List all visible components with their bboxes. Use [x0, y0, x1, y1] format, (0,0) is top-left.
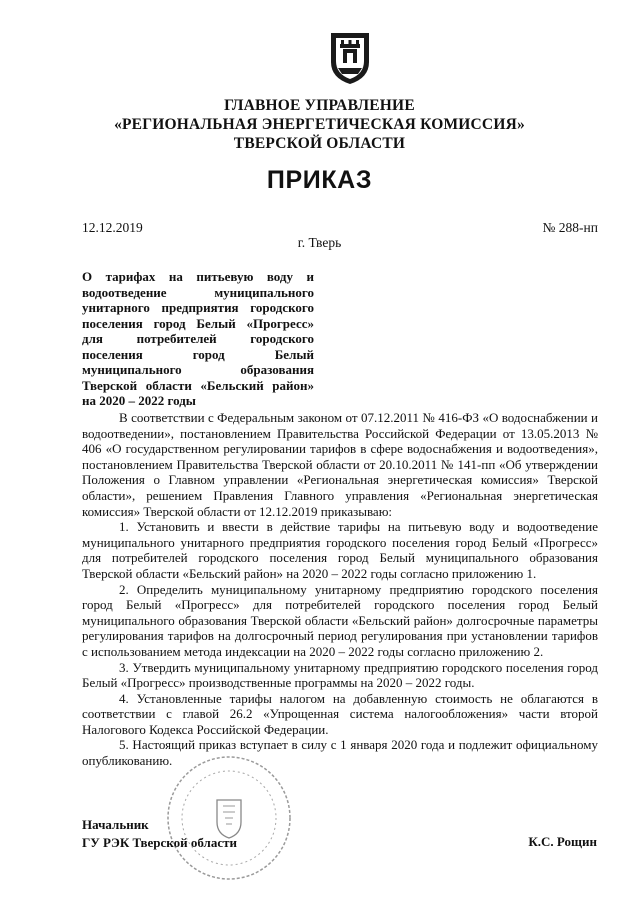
document-body [82, 410, 598, 769]
document-number: № 288-нп [542, 220, 598, 235]
signatory-position-line-1: Начальник [82, 817, 149, 832]
document-date: 12.12.2019 [82, 220, 143, 235]
body-item-3: 3. Утвердить муниципальному унитарному предприятию городского поселения город Белый «Прогресс» производственные программы на 2020 – 2022 годы. [82, 659, 598, 691]
signatory-position-line-2: ГУ РЭК Тверской области [82, 835, 237, 850]
issuer-line-3: ТВЕРСКОЙ ОБЛАСТИ [233, 135, 406, 152]
body-item-2: 2. Определить муниципальному унитарному предприятию городского поселения город Белый «Прогресс» для потребителей городского поселения город Белый муниципального образования Тверской области «Бельский район» долгосрочные параметры регулирования тарифов на долгосрочный период регулирования при установлении тарифов с использованием метода индексации на 2020 – 2022 годы согласно приложению 2. [82, 581, 598, 659]
body-intro: В соответствии с Федеральным законом от 07.12.2011 № 416-ФЗ «О водоснабжении и водоотведении», постановлением Правительства Российской Федерации от 13.05.2013 № 406 «О государственном регулировании тарифов в сфере водоснабжения и водоотведения», постановлением Правительства Тверской области от 20.10.2011 № 141-пп «Об утверждении Положения о Главном управлении «Региональная энергетическая комиссия» Тверской области», решением Правления Главного управления «Региональная энергетическая комиссия» Тверской области от 12.12.2019 приказываю: [82, 410, 598, 519]
document-subject: О тарифах на питьевую воду и водоотведение муниципального унитарного предприятия городского поселения город Белый «Прогресс» для потребителей городского поселения город Белый муниципального образования Тверской области «Бельский район» на 2020 – 2022 годы [82, 269, 314, 408]
issuer-header [0, 96, 639, 153]
body-item-4: 4. Установленные тарифы налогом на добавленную стоимость не облагаются в соответствии с главой 26.2 «Упрощенная система налогообложения» части второй Налогового Кодекса Российской Федерации. [82, 690, 598, 737]
document-city: г. Тверь [297, 235, 342, 250]
signatory-position [82, 816, 237, 852]
document-title: ПРИКАЗ [266, 166, 373, 194]
signatory-name: К.С. Рощин [528, 834, 597, 849]
issuer-line-2: «РЕГИОНАЛЬНАЯ ЭНЕРГЕТИЧЕСКАЯ КОМИССИЯ» [114, 116, 525, 133]
issuer-line-1: ГЛАВНОЕ УПРАВЛЕНИЕ [224, 97, 415, 114]
body-item-1: 1. Установить и ввести в действие тарифы на питьевую воду и водоотведение муниципального унитарного предприятия городского поселения город Белый «Прогресс» для потребителей городского поселения город Белый муниципального образования Тверской области «Бельский район» на 2020 – 2022 годы согласно приложению 1. [82, 519, 598, 581]
coat-of-arms-icon [328, 30, 372, 86]
body-item-5: 5. Настоящий приказ вступает в силу с 1 января 2020 года и подлежит официальному опубликованию. [82, 737, 598, 769]
